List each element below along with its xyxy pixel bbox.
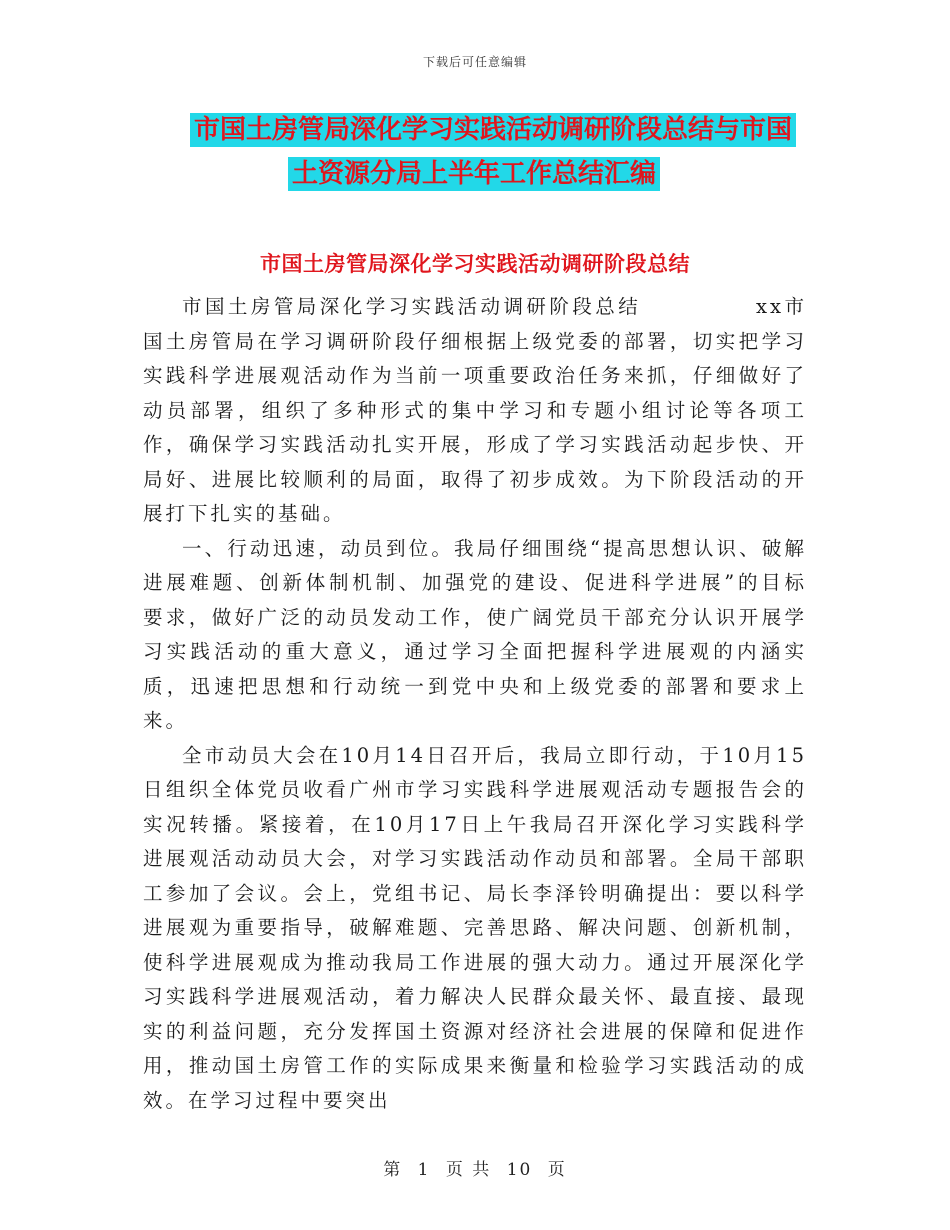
page-current: 1 <box>417 1160 431 1180</box>
page-label-suffix: 页 <box>547 1160 567 1180</box>
page-label-middle: 页 共 <box>445 1160 492 1180</box>
document-body <box>143 290 807 1118</box>
page-label-prefix: 第 <box>383 1160 403 1180</box>
paragraph-1: 市国土房管局深化学习实践活动调研阶段总结 xx市国土房管局在学习调研阶段仔细根据上级党委的部署，切实把学习实践科学进展观活动作为当前一项重要政治任务来抓，仔细做好了动员部署，组织了多种形式的集中学习和专题小组讨论等各项工作，确保学习实践活动扎实开展，形成了学习实践活动起步快、开局好、进展比较顺利的局面，取得了初步成效。为下阶段活动的开展打下扎实的基础。 <box>143 295 807 525</box>
paragraph-2: 一、行动迅速，动员到位。我局仔细围绕“提高思想认识、破解进展难题、创新体制机制、加强党的建设、促进科学进展”的目标要求，做好广泛的动员发动工作，使广阔党员干部充分认识开展学习实践活动的重大意义，通过学习全面把握科学进展观的内涵实质，迅速把思想和行动统一到党中央和上级党委的部署和要求上来。 <box>143 536 807 732</box>
header-note: 下载后可任意编辑 <box>422 55 527 69</box>
main-title-line2-wrap <box>190 152 802 196</box>
main-title-line2: 土资源分局上半年工作总结汇编 <box>288 157 660 191</box>
page-total: 10 <box>506 1160 533 1180</box>
paragraph-3: 全市动员大会在10月14日召开后，我局立即行动，于10月15日组织全体党员收看广州市学习实践科学进展观活动专题报告会的实况转播。紧接着，在10月17日上午我局召开深化学习实践科学进展观活动动员大会，对学习实践活动作动员和部署。全局干部职工参加了会议。会上，党组书记、局长李泽铃明确提出：要以科学进展观为重要指导，破解难题、完善思路、解决问题、创新机制，使科学进展观成为推动我局工作进展的强大动力。通过开展深化学习实践科学进展观活动，着力解决人民群众最关怀、最直接、最现实的利益问题，充分发挥国土资源对经济社会进展的保障和促进作用，推动国土房管工作的实际成果来衡量和检验学习实践活动的成效。在学习过程中要突出 <box>143 743 807 1112</box>
main-title <box>190 108 802 196</box>
page-footer <box>0 1155 950 1180</box>
sub-title: 市国土房管局深化学习实践活动调研阶段总结 <box>260 252 690 276</box>
main-title-line1: 市国土房管局深化学习实践活动调研阶段总结与市国 <box>190 113 796 147</box>
